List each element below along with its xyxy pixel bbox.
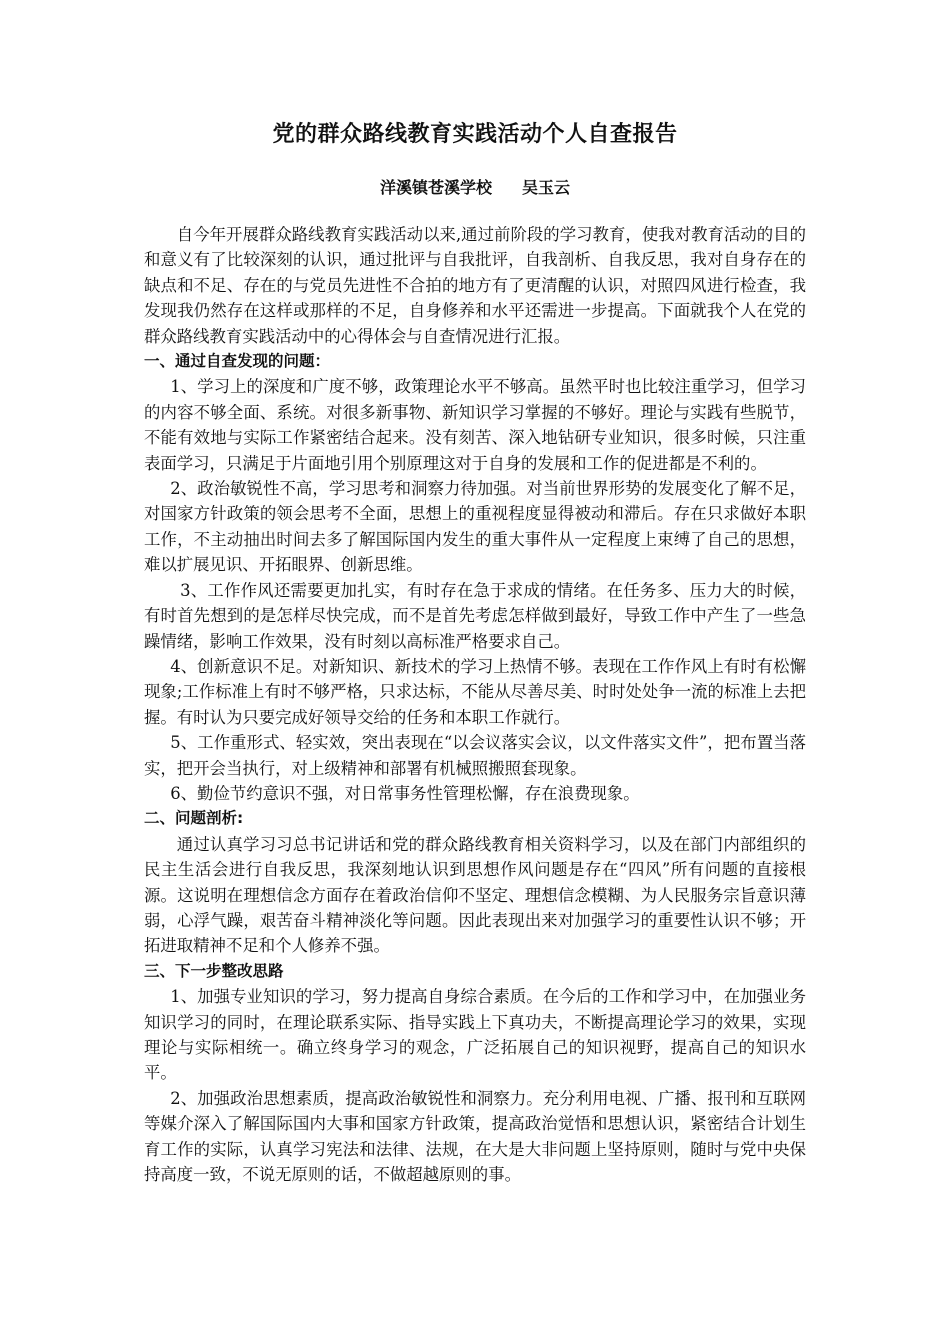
- section-1-item-4: 4、创新意识不足。对新知识、新技术的学习上热情不够。表现在工作作风上有时有松懈现象;工作标准上有时不够严格，只求达标，不能从尽善尽美、时时处处争一流的标准上去把握。有时认为只要完成好领导交给的任务和本职工作就行。: [144, 656, 806, 727]
- section-3-item-1: 1、加强专业知识的学习，努力提高自身综合素质。在今后的工作和学习中，在加强业务知识学习的同时，在理论联系实际、指导实践上下真功夫，不断提高理论学习的效果，实现理论与实际相统一。确立终身学习的观念，广泛拓展自己的知识视野，提高自己的知识水平。: [144, 987, 806, 1083]
- section-3-item-2: 2、加强政治思想素质，提高政治敏锐性和洞察力。充分利用电视、广播、报刊和互联网等媒介深入了解国际国内大事和国家方针政策，提高政治觉悟和思想认识，紧密结合计划生育工作的实际，认真学习宪法和法律、法规，在大是大非问题上坚持原则，随时与党中央保持高度一致，不说无原则的话，不做超越原则的事。: [144, 1088, 806, 1185]
- section-2-paragraph: 通过认真学习习总书记讲话和党的群众路线教育相关资料学习，以及在部门内部组织的民主生活会进行自我反思，我深刻地认识到思想作风问题是存在“四风”所有问题的直接根源。这说明在理想信念方面存在着政治信仰不坚定、理想信念模糊、为人民服务宗旨意识薄弱，心浮气躁，艰苦奋斗精神淡化等问题。因此表现出来对加强学习的重要性认识不够；开拓进取精神不足和个人修养不强。: [144, 834, 806, 956]
- section-1-item-6: 6、勤俭节约意识不强，对日常事务性管理松懈，存在浪费现象。: [170, 783, 640, 803]
- section-2-heading: 二、问题剖析:: [144, 809, 244, 828]
- author-name: 吴玉云: [522, 178, 571, 197]
- document-title: 党的群众路线教育实践活动个人自查报告: [272, 122, 678, 147]
- section-1-item-1: 1、学习上的深度和广度不够，政策理论水平不够高。虽然平时也比较注重学习，但学习的内容不够全面、系统。对很多新事物、新知识学习掌握的不够好。理论与实践有些脱节，不能有效地与实际工作紧密结合起来。没有刻苦、深入地钻研专业知识，很多时候，只注重表面学习，只满足于片面地引用个别原理这对于自身的发展和工作的促进都是不利的。: [144, 377, 806, 473]
- section-1-item-2: 2、政治敏锐性不高，学习思考和洞察力待加强。对当前世界形势的发展变化了解不足，对国家方针政策的领会思考不全面，思想上的重视程度显得被动和滞后。存在只求做好本职工作，不主动抽出时间去多了解国际国内发生的重大事件从一定程度上束缚了自己的思想，难以扩展见识、开拓眼界、创新思维。: [144, 479, 806, 575]
- section-1-item-5: 5、工作重形式、轻实效，突出表现在“以会议落实会议，以文件落实文件”，把布置当落实，把开会当执行，对上级精神和部署有机械照搬照套现象。: [144, 733, 806, 778]
- section-1-item-3: 3、工作作风还需要更加扎实，有时存在急于求成的情绪。在任务多、压力大的时候，有时首先想到的是怎样尽快完成，而不是首先考虑怎样做到最好，导致工作中产生了一些急躁情绪，影响工作效果，没有时刻以高标准严格要求自己。: [144, 580, 806, 651]
- intro-paragraph: 自今年开展群众路线教育实践活动以来,通过前阶段的学习教育，使我对教育活动的目的和意义有了比较深刻的认识，通过批评与自我批评，自我剖析、自我反思，我对自身存在的缺点和不足、存在的与党员先进性不合拍的地方有了更清醒的认识，对照四风进行检查，我发现我仍然存在这样或那样的不足，自身修养和水平还需进一步提高。下面就我个人在党的群众路线教育实践活动中的心得体会与自查情况进行汇报。: [144, 225, 806, 346]
- section-1-heading: 一、通过自查发现的问题：: [144, 352, 331, 371]
- school-name: 洋溪镇苍溪学校: [379, 178, 492, 197]
- section-3-heading: 三、下一步整改思路: [144, 961, 284, 980]
- document-body: [144, 222, 806, 1187]
- author-line: [0, 176, 950, 200]
